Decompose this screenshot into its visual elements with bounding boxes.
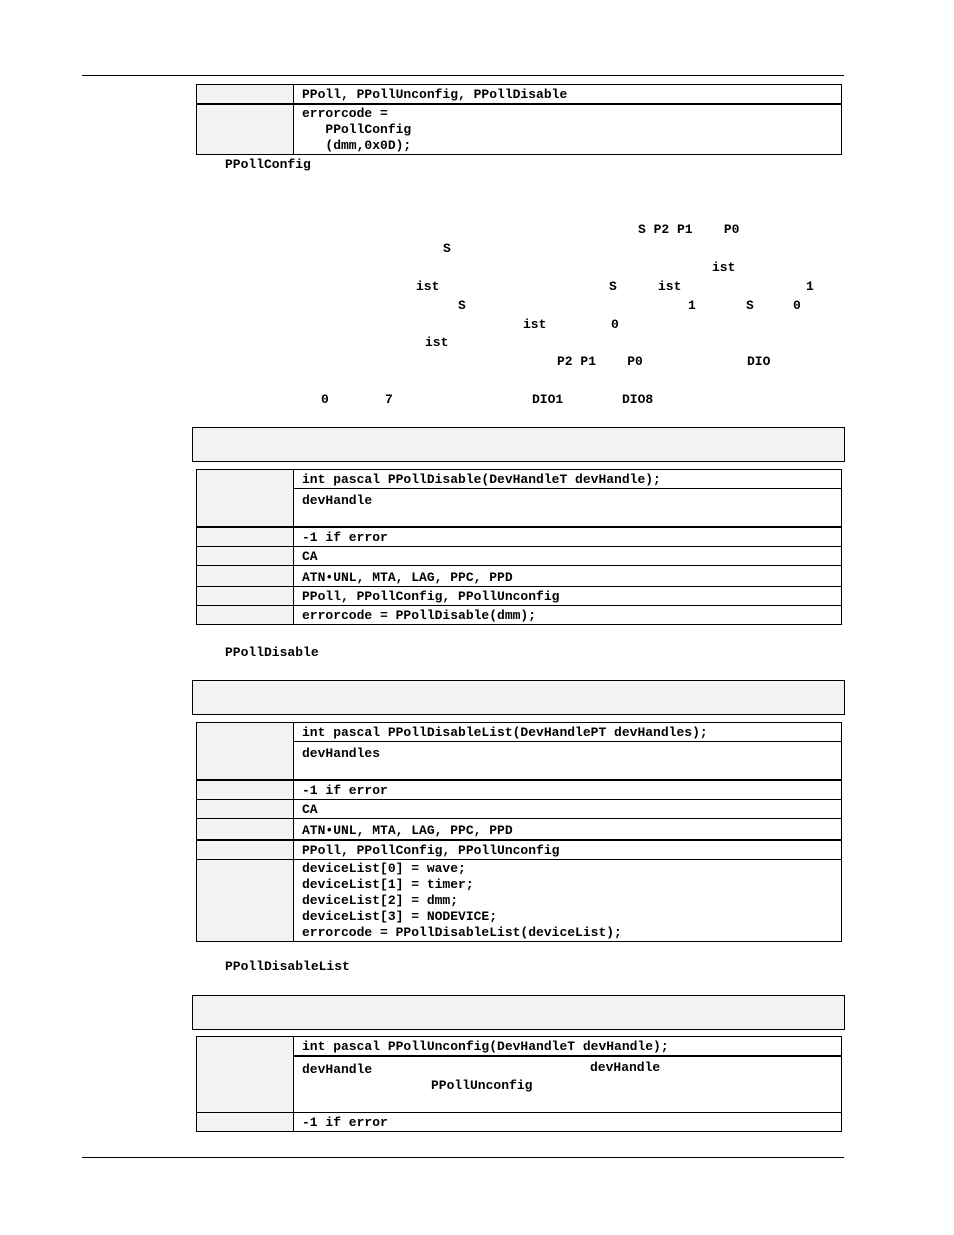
prototype-text: int pascal PPollDisable(DevHandleT devHandle); — [302, 472, 661, 487]
syntax-label-cell — [197, 470, 294, 527]
ppolldisable-heading-box — [192, 427, 845, 462]
syntax-label-cell — [197, 723, 294, 780]
figure-caption: PPollConfig — [225, 157, 311, 172]
ppollunconfig-heading-box — [192, 995, 845, 1030]
figure-caption: PPollDisable — [225, 645, 319, 660]
desc-fragment: P2 P1 P0 — [557, 354, 643, 369]
see-also-label-cell — [197, 840, 294, 860]
see-also-text: PPoll, PPollConfig, PPollUnconfig — [302, 842, 560, 858]
desc-fragment: ist — [658, 279, 682, 294]
commands-text: ATN•UNL, MTA, LAG, PPC, PPD — [302, 569, 513, 585]
desc-fragment: ist — [523, 317, 547, 332]
see-also-text: PPoll, PPollConfig, PPollUnconfig — [302, 588, 560, 604]
desc-fragment: 1 — [806, 279, 814, 294]
returns-cell — [294, 527, 842, 547]
desc-fragment: ist — [425, 335, 449, 350]
example-text: errorcode = PPollDisable(dmm); — [302, 607, 537, 623]
prototype-cell — [294, 1037, 842, 1057]
example-line: deviceList[0] = wave; — [302, 860, 466, 876]
see-also-cell — [294, 586, 842, 605]
returns-text: -1 if error — [302, 529, 388, 545]
returns-text: -1 if error — [302, 782, 388, 798]
function-ref-text: PPollUnconfig — [431, 1078, 533, 1093]
param-text: devHandle — [590, 1060, 661, 1075]
ppollunconfig-table — [196, 1036, 842, 1132]
returns-label-cell — [197, 527, 294, 547]
example-cell — [294, 605, 842, 624]
param-cell — [294, 1056, 842, 1112]
param-text: devHandle — [302, 1062, 373, 1077]
desc-fragment: DIO1 — [532, 392, 564, 407]
category-cell — [294, 799, 842, 818]
category-text: CA — [302, 801, 318, 817]
example-label-cell — [197, 104, 294, 155]
param-text: devHandles — [302, 746, 381, 761]
example-cell — [294, 859, 842, 941]
desc-fragment: 0 — [793, 298, 801, 313]
see-also-label-cell — [197, 586, 294, 605]
see-also-text: PPoll, PPollUnconfig, PPollDisable — [302, 87, 568, 102]
example-label-cell — [197, 859, 294, 941]
commands-label-cell — [197, 818, 294, 840]
prototype-text: int pascal PPollUnconfig(DevHandleT devHandle); — [302, 1039, 669, 1054]
ppollconfig-table — [196, 84, 842, 155]
desc-fragment: 7 — [385, 392, 393, 407]
example-line: errorcode = PPollDisableList(deviceList); — [302, 924, 622, 940]
example-line: deviceList[3] = NODEVICE; — [302, 908, 498, 924]
desc-fragment: S — [609, 279, 617, 294]
returns-cell — [294, 1112, 842, 1131]
example-cell — [294, 104, 842, 155]
desc-fragment: DIO8 — [622, 392, 654, 407]
example-line: (dmm,0x0D); — [302, 138, 412, 153]
category-cell — [294, 546, 842, 565]
returns-label-cell — [197, 780, 294, 800]
example-line: deviceList[1] = timer; — [302, 876, 474, 892]
figure-caption: PPollDisableList — [225, 959, 350, 974]
header-rule — [82, 75, 844, 76]
ppolldisable-table — [196, 469, 842, 625]
param-text: devHandle — [302, 493, 373, 508]
desc-fragment: S — [746, 298, 754, 313]
param-cell — [294, 489, 842, 527]
desc-fragment: DIO — [747, 354, 771, 369]
category-label-cell — [197, 799, 294, 818]
ppolldisablelist-table — [196, 722, 842, 942]
commands-cell — [294, 565, 842, 586]
returns-text: -1 if error — [302, 1114, 388, 1130]
example-line: PPollConfig — [302, 122, 412, 137]
desc-fragment: ist — [416, 279, 440, 294]
returns-cell — [294, 780, 842, 800]
param-cell — [294, 742, 842, 780]
returns-label-cell — [197, 1112, 294, 1131]
desc-fragment: 1 — [688, 298, 696, 313]
see-also-label-cell — [197, 85, 294, 105]
example-line: errorcode = — [302, 106, 388, 121]
commands-label-cell — [197, 565, 294, 586]
see-also-cell — [294, 840, 842, 860]
syntax-label-cell — [197, 1037, 294, 1113]
desc-fragment: S — [443, 241, 451, 256]
commands-cell — [294, 818, 842, 840]
commands-text: ATN•UNL, MTA, LAG, PPC, PPD — [302, 822, 513, 838]
example-line: deviceList[2] = dmm; — [302, 892, 459, 908]
category-text: CA — [302, 548, 318, 564]
see-also-cell — [294, 85, 842, 105]
category-label-cell — [197, 546, 294, 565]
example-label-cell — [197, 605, 294, 624]
desc-fragment: ist — [712, 260, 736, 275]
prototype-text: int pascal PPollDisableList(DevHandlePT devHandles); — [302, 725, 708, 740]
footer-rule — [82, 1157, 844, 1158]
desc-fragment: S P2 P1 P0 — [638, 222, 740, 237]
prototype-cell — [294, 723, 842, 742]
ppolldisablelist-heading-box — [192, 680, 845, 715]
desc-fragment: 0 — [321, 392, 329, 407]
desc-fragment: S — [458, 298, 466, 313]
prototype-cell — [294, 470, 842, 489]
desc-fragment: 0 — [611, 317, 619, 332]
